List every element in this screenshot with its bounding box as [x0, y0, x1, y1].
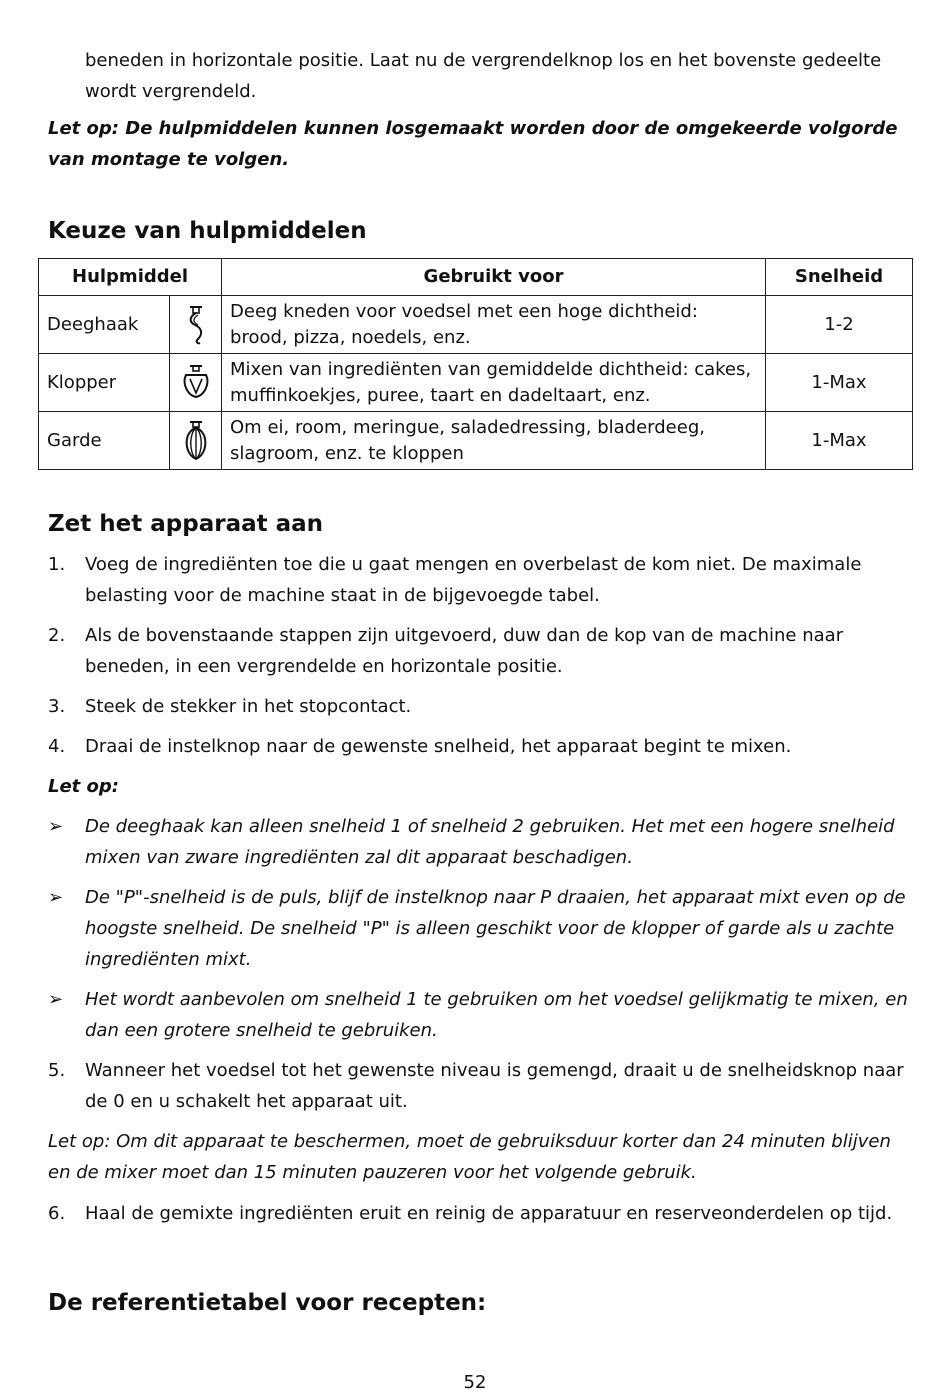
table-row [39, 412, 913, 470]
step-text: Voeg de ingrediënten toe die u gaat mengen en overbelast de kom niet. De maximale belasting voor de machine staat in de bijgevoegde tabel. [85, 554, 862, 606]
step-number: 3. [48, 696, 66, 717]
tool-use: Mixen van ingrediënten van gemiddelde dichtheid: cakes, muffinkoekjes, puree, taart en dadeltaart, enz. [222, 354, 766, 412]
tool-speed: 1-Max [766, 412, 913, 470]
note-bullet: Het wordt aanbevolen om snelheid 1 te gebruiken om het voedsel gelijkmatig te mixen, en dan een grotere snelheid te gebruiken. [85, 989, 908, 1041]
step-text: Haal de gemixte ingrediënten eruit en reinig de apparatuur en reserveonderdelen op tijd. [85, 1203, 893, 1224]
col-header-use: Gebruikt voor [222, 259, 766, 296]
step-number: 2. [48, 625, 66, 646]
note-bullet: De "P"-snelheid is de puls, blijf de instelknop naar P draaien, het apparaat mixt even op de hoogste snelheid. De snelheid "P" is alleen geschikt voor de klopper of garde als u zachte ingrediënten mixt. [85, 887, 906, 970]
step-number: 5. [48, 1060, 66, 1081]
step-text: Wanneer het voedsel tot het gewenste niveau is gemengd, draait u de snelheidsknop naar de 0 en u schakelt het apparaat uit. [85, 1060, 904, 1112]
step-number: 1. [48, 554, 66, 575]
tool-name: Klopper [39, 354, 170, 412]
table-row [39, 296, 913, 354]
page-number: 52 [463, 1372, 487, 1393]
tool-speed: 1-2 [766, 296, 913, 354]
tool-name: Deeghaak [39, 296, 170, 354]
tools-table-header [39, 259, 913, 296]
bullet-arrow-icon: ➢ [48, 887, 64, 908]
whisk-icon [180, 419, 212, 463]
tool-name: Garde [39, 412, 170, 470]
intro-continuation: beneden in horizontale positie. Laat nu de vergrendelknop los en het bovenste gedeelte wordt vergrendeld. [85, 50, 882, 102]
tool-speed: 1-Max [766, 354, 913, 412]
bullet-arrow-icon: ➢ [48, 989, 64, 1010]
note-bullet: De deeghaak kan alleen snelheid 1 of snelheid 2 gebruiken. Het met een hogere snelheid mixen van zware ingrediënten zal dit apparaat beschadigen. [85, 816, 895, 868]
tools-table [38, 258, 913, 470]
note-label: Let op: [48, 776, 119, 797]
step-number: 6. [48, 1203, 66, 1224]
table-row [39, 354, 913, 412]
step-text: Draai de instelknop naar de gewenste snelheid, het apparaat begint te mixen. [85, 736, 792, 757]
bullet-arrow-icon: ➢ [48, 816, 64, 837]
col-header-speed: Snelheid [766, 259, 913, 296]
start-heading: Zet het apparaat aan [48, 511, 324, 537]
dough-hook-icon [181, 303, 211, 347]
flat-beater-icon [180, 363, 212, 403]
step-number: 4. [48, 736, 66, 757]
recipes-heading: De referentietabel voor recepten: [48, 1290, 487, 1316]
tools-heading: Keuze van hulpmiddelen [48, 218, 367, 244]
step-text: Als de bovenstaande stappen zijn uitgevoerd, duw dan de kop van de machine naar beneden, in een vergrendelde en horizontale positie. [85, 625, 844, 677]
col-header-tool: Hulpmiddel [39, 259, 222, 296]
intro-note: Let op: De hulpmiddelen kunnen losgemaakt worden door de omgekeerde volgorde van montage te volgen. [48, 118, 898, 170]
usage-note: Let op: Om dit apparaat te beschermen, moet de gebruiksduur korter dan 24 minuten blijven en de mixer moet dan 15 minuten pauzeren voor het volgende gebruik. [48, 1131, 891, 1183]
tool-use: Deeg kneden voor voedsel met een hoge dichtheid: brood, pizza, noedels, enz. [222, 296, 766, 354]
tool-use: Om ei, room, meringue, saladedressing, bladerdeeg, slagroom, enz. te kloppen [222, 412, 766, 470]
step-text: Steek de stekker in het stopcontact. [85, 696, 412, 717]
